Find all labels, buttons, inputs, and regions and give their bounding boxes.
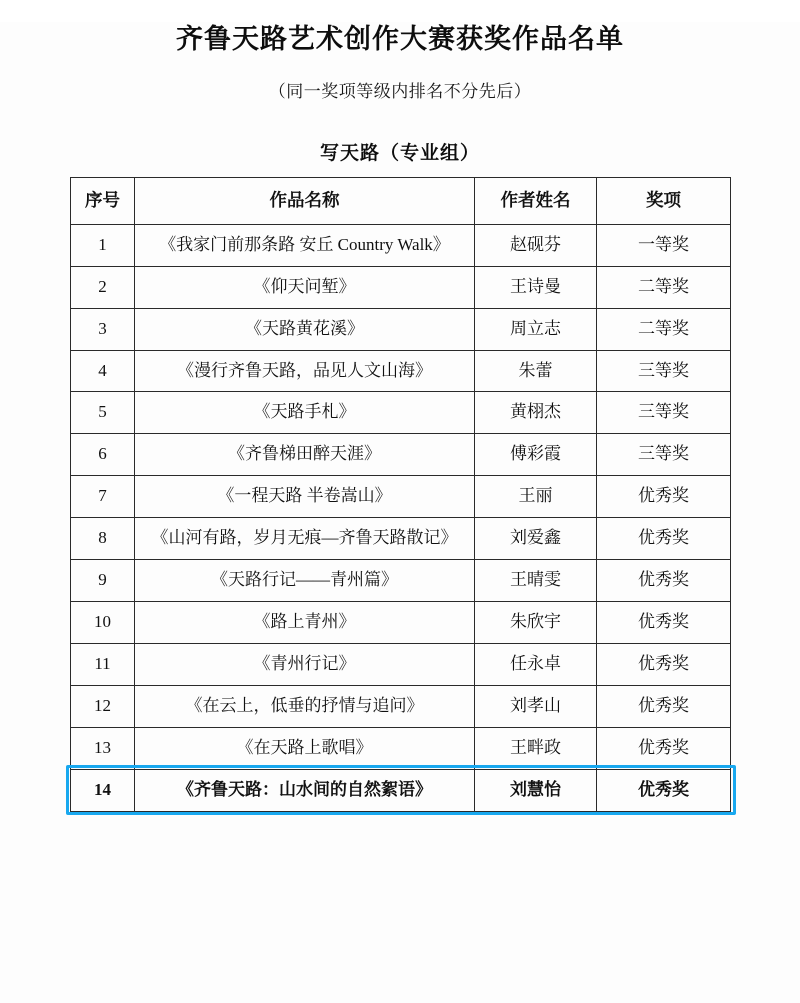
cell-work: 《我家门前那条路 安丘 Country Walk》 xyxy=(135,224,475,266)
cell-index: 1 xyxy=(71,224,135,266)
table-row xyxy=(71,266,731,308)
award-table-wrapper xyxy=(70,177,730,812)
cell-work: 《一程天路 半卷嵩山》 xyxy=(135,476,475,518)
cell-award: 优秀奖 xyxy=(597,476,731,518)
table-row xyxy=(71,518,731,560)
table-row xyxy=(71,476,731,518)
cell-author: 赵砚芬 xyxy=(475,224,597,266)
cell-award: 优秀奖 xyxy=(597,602,731,644)
cell-author: 朱欣宇 xyxy=(475,602,597,644)
cell-author: 刘慧怡 xyxy=(475,769,597,811)
cell-index: 12 xyxy=(71,686,135,728)
cell-index: 13 xyxy=(71,727,135,769)
cell-work: 《在云上，低垂的抒情与追问》 xyxy=(135,686,475,728)
table-row xyxy=(71,727,731,769)
cell-index: 9 xyxy=(71,560,135,602)
column-header-author: 作者姓名 xyxy=(475,178,597,225)
cell-work: 《山河有路，岁月无痕—齐鲁天路散记》 xyxy=(135,518,475,560)
section-title: 写天路（专业组） xyxy=(319,143,480,165)
cell-author: 刘孝山 xyxy=(475,686,597,728)
table-body xyxy=(71,224,731,811)
cell-work: 《天路手札》 xyxy=(135,392,475,434)
cell-award: 优秀奖 xyxy=(597,769,731,811)
cell-author: 朱蕾 xyxy=(475,350,597,392)
cell-index: 3 xyxy=(71,308,135,350)
cell-index: 10 xyxy=(71,602,135,644)
cell-award: 一等奖 xyxy=(597,224,731,266)
cell-index: 2 xyxy=(71,266,135,308)
cell-author: 任永卓 xyxy=(475,644,597,686)
cell-work: 《青州行记》 xyxy=(135,644,475,686)
cell-work: 《齐鲁梯田醉天涯》 xyxy=(135,434,475,476)
document-page xyxy=(0,22,800,1003)
cell-index: 11 xyxy=(71,644,135,686)
column-header-work: 作品名称 xyxy=(135,178,475,225)
table-row xyxy=(71,686,731,728)
cell-work: 《天路黄花溪》 xyxy=(135,308,475,350)
cell-index: 8 xyxy=(71,518,135,560)
cell-index: 7 xyxy=(71,476,135,518)
cell-author: 王晴雯 xyxy=(475,560,597,602)
cell-award: 优秀奖 xyxy=(597,644,731,686)
cell-work: 《齐鲁天路：山水间的自然絮语》 xyxy=(135,769,475,811)
cell-index: 14 xyxy=(71,769,135,811)
cell-award: 优秀奖 xyxy=(597,518,731,560)
table-row xyxy=(71,644,731,686)
column-header-award: 奖项 xyxy=(597,178,731,225)
cell-work: 《仰天问堑》 xyxy=(135,266,475,308)
award-table xyxy=(70,177,731,812)
cell-award: 三等奖 xyxy=(597,392,731,434)
cell-award: 三等奖 xyxy=(597,434,731,476)
cell-work: 《天路行记——青州篇》 xyxy=(135,560,475,602)
cell-award: 优秀奖 xyxy=(597,727,731,769)
cell-author: 黄栩杰 xyxy=(475,392,597,434)
table-header xyxy=(71,178,731,225)
cell-author: 王丽 xyxy=(475,476,597,518)
cell-author: 刘爱鑫 xyxy=(475,518,597,560)
table-row xyxy=(71,224,731,266)
table-row xyxy=(71,308,731,350)
table-row xyxy=(71,392,731,434)
cell-award: 二等奖 xyxy=(597,266,731,308)
cell-award: 优秀奖 xyxy=(597,686,731,728)
table-row xyxy=(71,350,731,392)
cell-index: 5 xyxy=(71,392,135,434)
cell-author: 王畔政 xyxy=(475,727,597,769)
cell-author: 周立志 xyxy=(475,308,597,350)
table-row xyxy=(71,602,731,644)
page-subtitle: （同一奖项等级内排名不分先后） xyxy=(268,82,532,102)
table-header-row xyxy=(71,178,731,225)
column-header-index: 序号 xyxy=(71,178,135,225)
page-title: 齐鲁天路艺术创作大赛获奖作品名单 xyxy=(176,24,624,54)
cell-work: 《路上青州》 xyxy=(135,602,475,644)
table-row xyxy=(71,434,731,476)
cell-work: 《漫行齐鲁天路，品见人文山海》 xyxy=(135,350,475,392)
table-row xyxy=(71,560,731,602)
cell-award: 二等奖 xyxy=(597,308,731,350)
cell-index: 6 xyxy=(71,434,135,476)
table-row-highlighted xyxy=(71,769,731,811)
cell-work: 《在天路上歌唱》 xyxy=(135,727,475,769)
cell-award: 优秀奖 xyxy=(597,560,731,602)
cell-author: 傅彩霞 xyxy=(475,434,597,476)
cell-award: 三等奖 xyxy=(597,350,731,392)
cell-index: 4 xyxy=(71,350,135,392)
cell-author: 王诗曼 xyxy=(475,266,597,308)
